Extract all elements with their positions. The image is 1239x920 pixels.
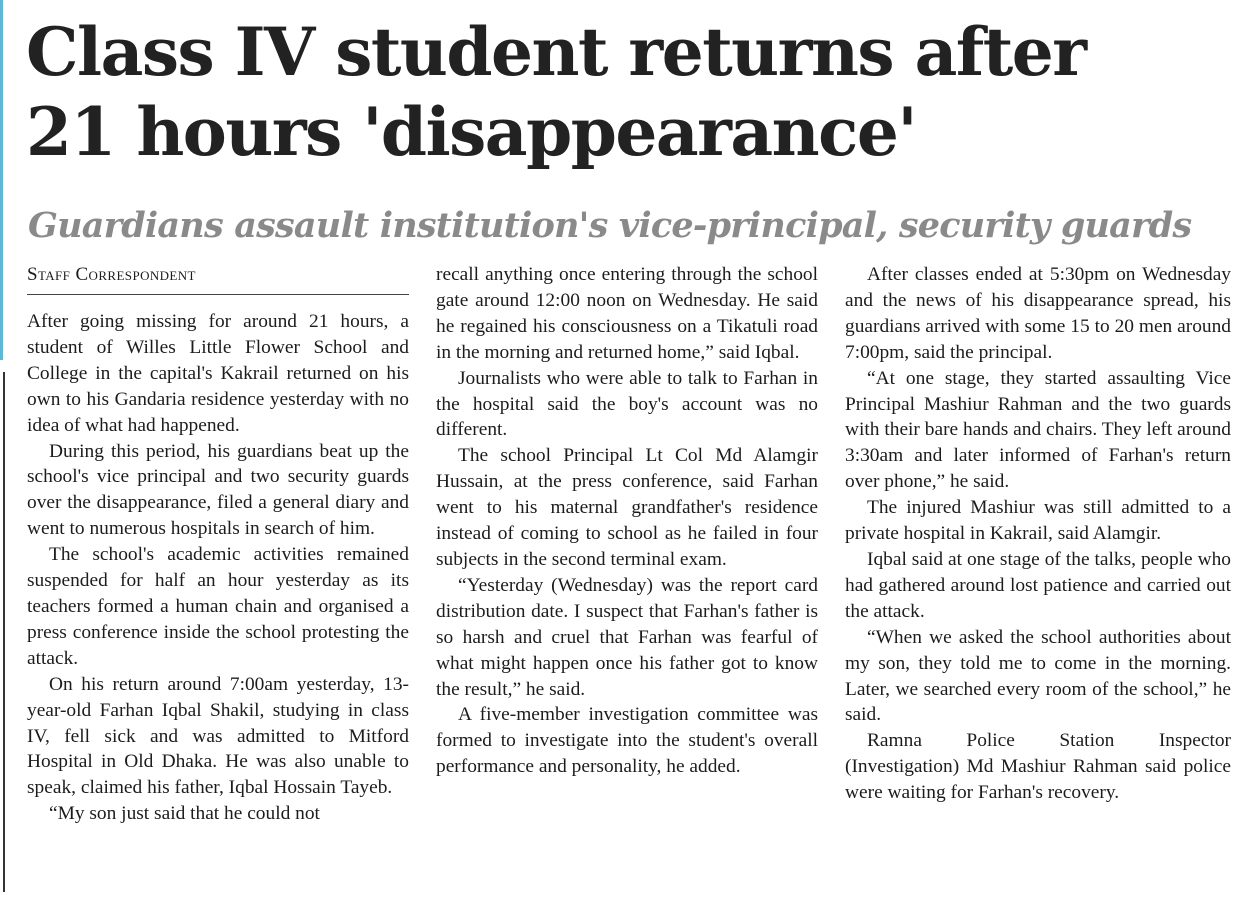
headline-line-2: 21 hours 'disappearance' (26, 93, 917, 171)
article-body (27, 262, 1232, 912)
left-column-rule (3, 372, 5, 892)
paragraph: “Yesterday (Wednesday) was the report card distribution date. I suspect that Farhan's father is so harsh and cruel that Farhan was fearful of what might happen once his father got to know the result,” he said. (436, 574, 818, 700)
byline: Staff Correspondent (27, 264, 196, 285)
paragraph: The school's academic activities remained suspended for half an hour yesterday as its teachers formed a human chain and organised a press conference inside the school protesting the attack. (27, 544, 409, 669)
column-1 (27, 262, 409, 827)
paragraph: After going missing for around 21 hours, a student of Willes Little Flower School and College in the capital's Kakrail returned on his own to his Gandaria residence yesterday with no idea of what had happened. (27, 311, 409, 436)
paragraph: Journalists who were able to talk to Farhan in the hospital said the boy's account was no different. (436, 367, 818, 441)
left-accent-rule (0, 0, 3, 360)
paragraph: After classes ended at 5:30pm on Wednesday and the news of his disappearance spread, his guardians arrived with some 15 to 20 men around 7:00pm, said the principal. (845, 264, 1231, 363)
paragraph: During this period, his guardians beat up the school's vice principal and two security guards over the disappearance, filed a general diary and went to numerous hospitals in search of him. (27, 440, 409, 540)
headline (26, 12, 1226, 172)
paragraph: Ramna Police Station Inspector (Investigation) Md Mashiur Rahman said police were waiting for Farhan's recovery. (845, 730, 1231, 804)
paragraph: On his return around 7:00am yesterday, 13-year-old Farhan Iqbal Shakil, studying in class IV, fell sick and was admitted to Mitford Hospital in Old Dhaka. He was also unable to speak, claimed his father, Iqbal Hossain Tayeb. (27, 673, 409, 799)
paragraph: The injured Mashiur was still admitted to a private hospital in Kakrail, said Alamgir. (845, 497, 1231, 545)
paragraph: “My son just said that he could not (49, 803, 320, 825)
paragraph: A five-member investigation committee was formed to investigate into the student's overall performance and personality, he added. (436, 704, 818, 778)
headline-line-1: Class IV student returns after (26, 13, 1086, 91)
column-3 (845, 262, 1231, 806)
column-2 (436, 262, 818, 780)
paragraph: The school Principal Lt Col Md Alamgir Hussain, at the press conference, said Farhan went to his maternal grandfather's residence instead of coming to school as he failed in four subjects in the second terminal exam. (436, 445, 818, 570)
paragraph: “At one stage, they started assaulting Vice Principal Mashiur Rahman and the two guards with their bare hands and chairs. They left around 3:30am and later informed of Farhan's return over phone,” he said. (845, 367, 1231, 493)
paragraph-continued: recall anything once entering through the school gate around 12:00 noon on Wednesday. He said he regained his consciousness on a Tikatuli road in the morning and returned home,” said Iqbal. (436, 264, 818, 363)
paragraph: “When we asked the school authorities about my son, they told me to come in the morning. Later, we searched every room of the school,” he said. (845, 626, 1231, 726)
paragraph: Iqbal said at one stage of the talks, people who had gathered around lost patience and carried out the attack. (845, 548, 1231, 622)
byline-divider (27, 294, 409, 295)
subheadline: Guardians assault institution's vice-principal, security guards (28, 205, 1192, 246)
